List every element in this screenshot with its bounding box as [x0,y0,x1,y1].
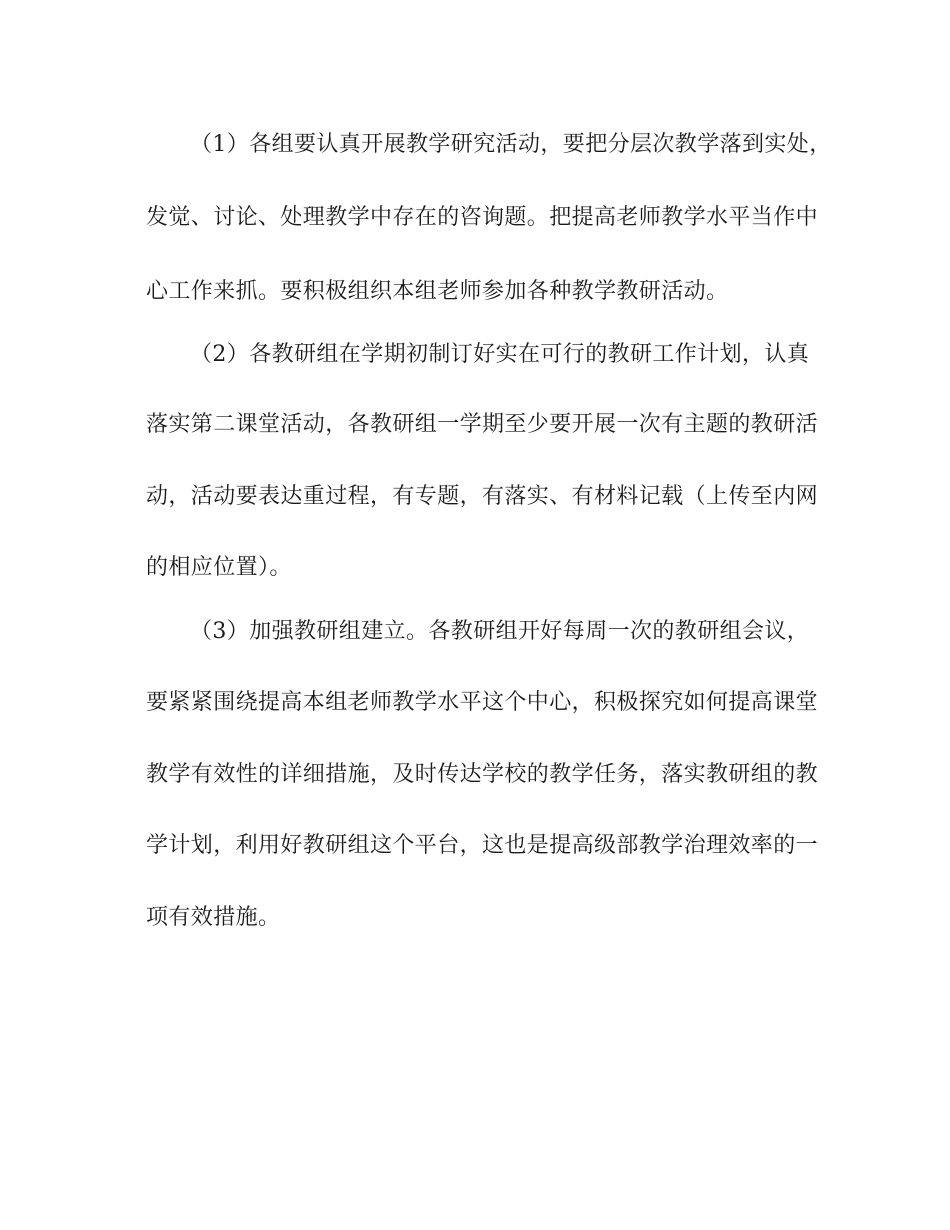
paragraph-line: 的相应位置）。 [146,555,292,580]
paragraph-line: 教学有效性的详细措施，及时传达学校的教学任务，落实教研组的教 [146,762,819,787]
paragraph-line: 学计划，利用好教研组这个平台，这也是提高级部教学治理效率的一 [146,833,819,858]
paragraph-line: 发觉、讨论、处理教学中存在的咨询题。把提高老师教学水平当作中 [146,205,819,230]
paragraph-line: （1）各组要认真开展教学研究活动，要把分层次教学落到实处， [190,132,832,157]
paragraph-line: 项有效措施。 [146,905,281,930]
paragraph-line: （2）各教研组在学期初制订好实在可行的教研工作计划，认真 [190,342,810,367]
paragraph-line: 要紧紧围绕提高本组老师教学水平这个中心，积极探究如何提高课堂 [146,690,819,715]
paragraph-line: 动，活动要表达重过程，有专题，有落实、有材料记载（上传至内网 [146,484,819,509]
paragraph-line: （3）加强教研组建立。各教研组开好每周一次的教研组会议， [190,619,810,644]
paragraph-line: 心工作来抓。要积极组织本组老师参加各种教学教研活动。 [146,279,729,304]
paragraph-line: 落实第二课堂活动，各教研组一学期至少要开展一次有主题的教研活 [146,412,819,437]
